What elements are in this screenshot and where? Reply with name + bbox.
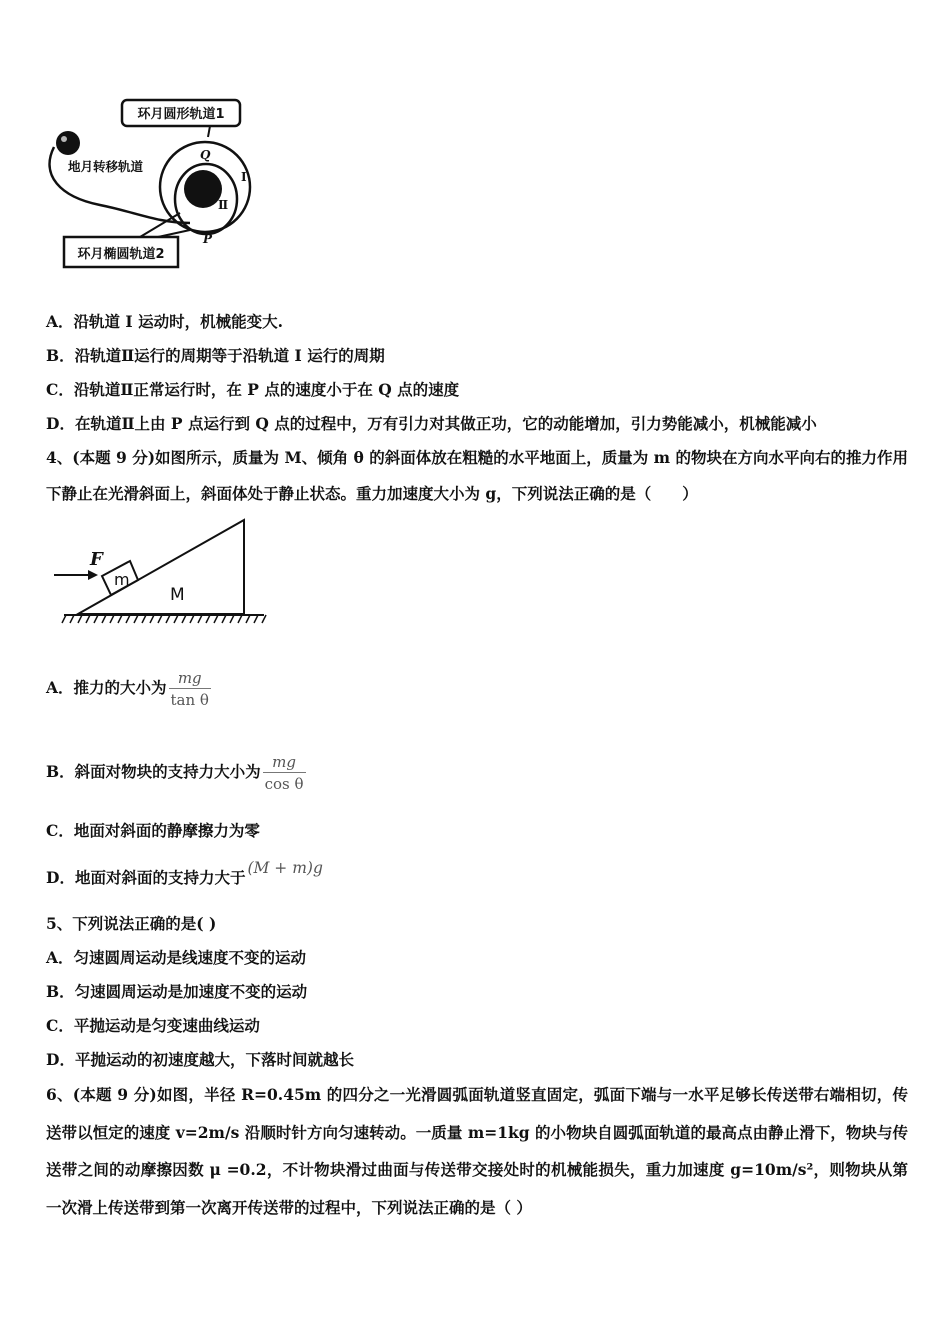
q4-option-b-text: B．斜面对物块的支持力大小为 — [46, 762, 261, 781]
wedge-shape — [78, 520, 244, 614]
label-ii: Ⅱ — [218, 198, 229, 212]
orbit-figure — [40, 95, 265, 275]
q4-option-a-numerator: mg — [169, 668, 211, 689]
q4-option-d-expression: (M + m)g — [247, 859, 323, 877]
q3-option-b: B．沿轨道Ⅱ运行的周期等于沿轨道 I 运行的周期 — [46, 346, 385, 365]
q4-option-a-fraction — [169, 668, 211, 711]
q4-option-c: C．地面对斜面的静摩擦力为零 — [46, 821, 260, 840]
q4-stem: 4、(本题 9 分)如图所示，质量为 M、倾角 θ 的斜面体放在粗糙的水平地面上，质量为 m 的物块在方向水平向右的推力作用下静止在光滑斜面上，斜面体处于静止状态。重力加速度大小为 g，下列说法正确的是（ ） — [46, 448, 908, 503]
q4-option-d — [46, 859, 323, 888]
q5-option-d: D．平抛运动的初速度越大，下落时间就越长 — [46, 1050, 354, 1069]
label-p: P — [203, 232, 213, 246]
q4-option-a — [46, 666, 211, 711]
label-q: Q — [200, 148, 211, 162]
wedge-label: M — [170, 585, 185, 605]
force-label: F — [90, 549, 103, 570]
q4-option-a-text: A．推力的大小为 — [46, 678, 167, 697]
q4-option-b-numerator: mg — [263, 752, 306, 773]
label-transfer-orbit: 地月转移轨道 — [68, 159, 144, 174]
moon-icon — [184, 170, 222, 208]
earth-icon — [56, 131, 80, 155]
q5-option-a: A．匀速圆周运动是线速度不变的运动 — [46, 948, 307, 967]
block-label: m — [114, 570, 130, 589]
force-arrow-icon — [88, 570, 98, 580]
q3-option-c: C．沿轨道Ⅱ正常运行时，在 P 点的速度小于在 Q 点的速度 — [46, 380, 460, 399]
label-elliptical-orbit: 环月椭圆轨道2 — [77, 247, 165, 262]
incline-figure — [50, 515, 270, 630]
q5-option-b: B．匀速圆周运动是加速度不变的运动 — [46, 982, 308, 1001]
q6-stem: 6、(本题 9 分)如图，半径 R=0.45m 的四分之一光滑圆弧面轨道竖直固定，弧面下端与一水平足够长传送带右端相切，传送带以恒定的速度 v=2m/s 沿顺时针方向匀速转动。一质量 m=1kg 的小物块自圆弧面轨道的最高点由静止滑下，物块与传送带之间的动摩擦因数 μ =0.2，不计物块滑过曲面与传送带交接处时的机械能损失，重力加速度 g=10m/s²，则物块从第一次滑上传送带到第一次离开传送带的过程中，下列说法正确的是（ ） — [46, 1085, 908, 1217]
label-i: I — [241, 170, 247, 184]
q4-option-b — [46, 750, 306, 795]
q4-option-a-denominator: tan θ — [170, 690, 209, 709]
q4-option-b-fraction — [263, 752, 306, 795]
q3-option-d: D．在轨道Ⅱ上由 P 点运行到 Q 点的过程中，万有引力对其做正功，它的动能增加，引力势能减小，机械能减小 — [46, 414, 817, 433]
q3-option-a: A．沿轨道 I 运动时，机械能变大. — [46, 312, 283, 331]
label-circular-orbit: 环月圆形轨道1 — [137, 107, 225, 122]
q4-option-d-text: D．地面对斜面的支持力大于 — [46, 868, 246, 887]
q4-option-b-denominator: cos θ — [264, 774, 304, 793]
q5-stem: 5、下列说法正确的是( ) — [46, 914, 217, 933]
q5-option-c: C．平抛运动是匀变速曲线运动 — [46, 1016, 260, 1035]
